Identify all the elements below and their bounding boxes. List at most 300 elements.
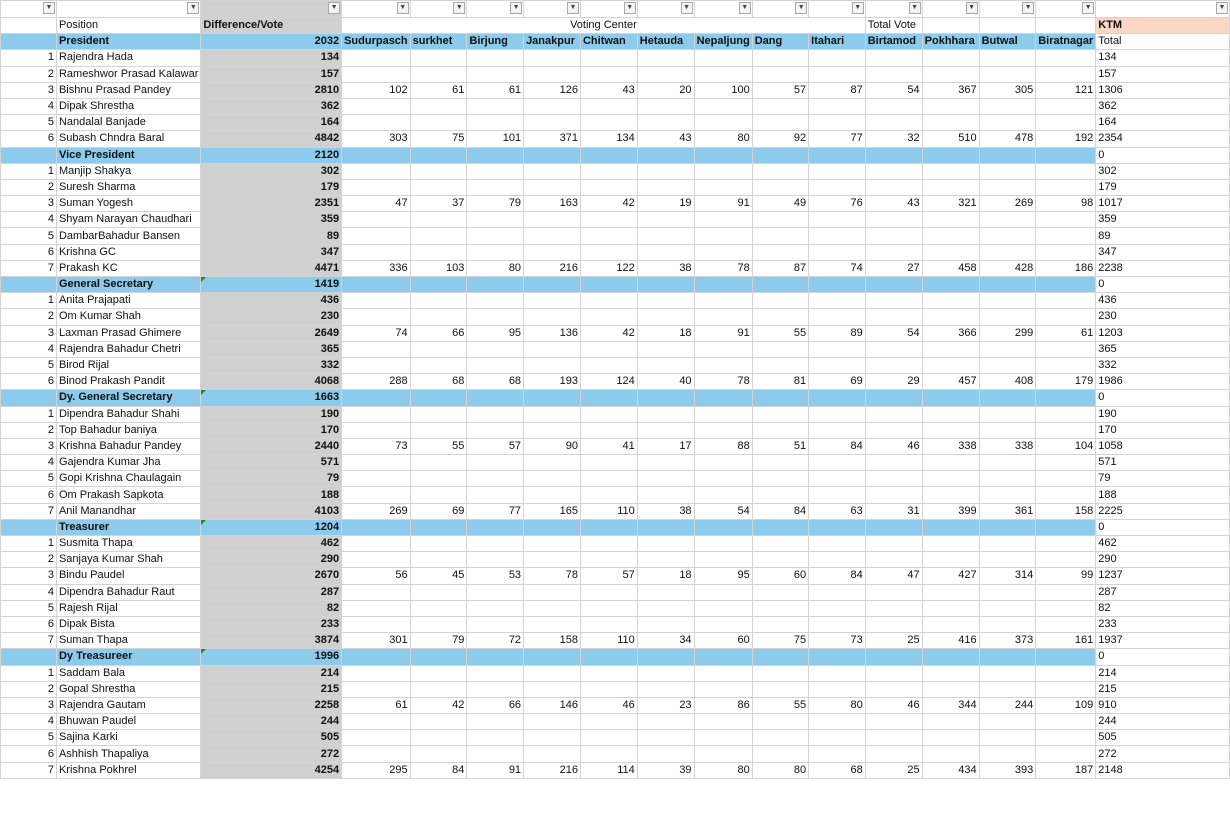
vote-cell[interactable] <box>467 665 524 681</box>
vote-cell[interactable] <box>637 422 694 438</box>
vote-cell[interactable]: 299 <box>979 325 1036 341</box>
candidate-index[interactable]: 7 <box>1 503 57 519</box>
vote-cell[interactable] <box>1036 293 1096 309</box>
vote-cell[interactable] <box>922 309 979 325</box>
filter-dropdown-icon[interactable]: ▼ <box>852 2 864 14</box>
vote-cell[interactable] <box>922 98 979 114</box>
section-empty-cell[interactable] <box>865 277 922 293</box>
vote-cell[interactable]: 61 <box>410 82 467 98</box>
vote-cell[interactable] <box>979 212 1036 228</box>
vote-cell[interactable] <box>637 98 694 114</box>
candidate-index[interactable]: 6 <box>1 746 57 762</box>
vote-cell[interactable] <box>694 681 752 697</box>
vote-cell[interactable] <box>752 584 808 600</box>
filter-dropdown-icon[interactable]: ▼ <box>739 2 751 14</box>
candidate-ktm-total[interactable]: 302 <box>1096 163 1230 179</box>
section-empty-cell[interactable] <box>637 390 694 406</box>
vote-cell[interactable] <box>410 244 467 260</box>
center-name-sudurpasch[interactable]: Sudurpasch <box>342 34 411 50</box>
vote-cell[interactable]: 79 <box>410 633 467 649</box>
center-name-janakpur[interactable]: Janakpur <box>524 34 581 50</box>
header-blank[interactable] <box>1036 18 1096 34</box>
section-empty-cell[interactable] <box>580 147 637 163</box>
vote-cell[interactable] <box>865 228 922 244</box>
vote-cell[interactable]: 20 <box>637 82 694 98</box>
filter-dropdown-icon[interactable]: ▼ <box>1022 2 1034 14</box>
vote-cell[interactable] <box>694 50 752 66</box>
vote-cell[interactable] <box>637 600 694 616</box>
vote-cell[interactable] <box>410 50 467 66</box>
vote-cell[interactable] <box>410 309 467 325</box>
vote-cell[interactable] <box>524 600 581 616</box>
candidate-name[interactable]: Saddam Bala <box>56 665 200 681</box>
candidate-difference[interactable]: 2440 <box>201 438 342 454</box>
vote-cell[interactable] <box>342 681 411 697</box>
vote-cell[interactable]: 23 <box>637 697 694 713</box>
section-difference[interactable]: 2120 <box>201 147 342 163</box>
candidate-difference[interactable]: 359 <box>201 212 342 228</box>
vote-cell[interactable] <box>342 746 411 762</box>
section-title[interactable]: President <box>56 34 200 50</box>
vote-cell[interactable]: 29 <box>865 374 922 390</box>
center-name-surkhet[interactable]: surkhet <box>410 34 467 50</box>
vote-cell[interactable] <box>410 66 467 82</box>
filter-dropdown-icon[interactable]: ▼ <box>1216 2 1228 14</box>
vote-cell[interactable] <box>1036 212 1096 228</box>
candidate-difference[interactable]: 244 <box>201 714 342 730</box>
vote-cell[interactable] <box>410 600 467 616</box>
vote-cell[interactable] <box>922 50 979 66</box>
vote-cell[interactable] <box>809 616 866 632</box>
vote-cell[interactable]: 478 <box>979 131 1036 147</box>
vote-cell[interactable] <box>580 471 637 487</box>
candidate-name[interactable]: Gajendra Kumar Jha <box>56 455 200 471</box>
vote-cell[interactable] <box>467 50 524 66</box>
vote-cell[interactable] <box>467 163 524 179</box>
vote-cell[interactable] <box>580 244 637 260</box>
vote-cell[interactable] <box>922 552 979 568</box>
vote-cell[interactable] <box>694 309 752 325</box>
candidate-difference[interactable]: 505 <box>201 730 342 746</box>
candidate-difference[interactable]: 272 <box>201 746 342 762</box>
vote-cell[interactable] <box>752 681 808 697</box>
vote-cell[interactable] <box>637 293 694 309</box>
candidate-name[interactable]: Gopal Shrestha <box>56 681 200 697</box>
vote-cell[interactable] <box>865 600 922 616</box>
vote-cell[interactable] <box>637 487 694 503</box>
vote-cell[interactable]: 84 <box>809 568 866 584</box>
section-empty-cell[interactable] <box>1036 649 1096 665</box>
vote-cell[interactable] <box>979 600 1036 616</box>
candidate-name[interactable]: Top Bahadur baniya <box>56 422 200 438</box>
vote-cell[interactable]: 66 <box>410 325 467 341</box>
vote-cell[interactable] <box>524 293 581 309</box>
section-ktm-value[interactable]: 0 <box>1096 147 1230 163</box>
vote-cell[interactable] <box>694 616 752 632</box>
vote-cell[interactable]: 27 <box>865 260 922 276</box>
candidate-difference[interactable]: 2649 <box>201 325 342 341</box>
vote-cell[interactable] <box>979 293 1036 309</box>
section-index-cell[interactable] <box>1 277 57 293</box>
vote-cell[interactable] <box>865 487 922 503</box>
vote-cell[interactable] <box>694 422 752 438</box>
candidate-ktm-total[interactable]: 1306 <box>1096 82 1230 98</box>
vote-cell[interactable]: 32 <box>865 131 922 147</box>
candidate-index[interactable]: 4 <box>1 341 57 357</box>
vote-cell[interactable]: 393 <box>979 762 1036 778</box>
vote-cell[interactable] <box>342 584 411 600</box>
section-empty-cell[interactable] <box>865 649 922 665</box>
vote-cell[interactable]: 100 <box>694 82 752 98</box>
candidate-ktm-total[interactable]: 1986 <box>1096 374 1230 390</box>
vote-cell[interactable] <box>637 115 694 131</box>
vote-cell[interactable]: 216 <box>524 260 581 276</box>
vote-cell[interactable] <box>694 487 752 503</box>
vote-cell[interactable] <box>979 309 1036 325</box>
section-empty-cell[interactable] <box>1036 147 1096 163</box>
vote-cell[interactable]: 43 <box>637 131 694 147</box>
candidate-name[interactable]: Manjip Shakya <box>56 163 200 179</box>
vote-cell[interactable]: 39 <box>637 762 694 778</box>
vote-cell[interactable]: 110 <box>580 633 637 649</box>
candidate-ktm-total[interactable]: 2225 <box>1096 503 1230 519</box>
center-name-hetauda[interactable]: Hetauda <box>637 34 694 50</box>
vote-cell[interactable]: 72 <box>467 633 524 649</box>
vote-cell[interactable]: 91 <box>467 762 524 778</box>
section-empty-cell[interactable] <box>580 519 637 535</box>
section-empty-cell[interactable] <box>694 649 752 665</box>
section-empty-cell[interactable] <box>580 390 637 406</box>
candidate-name[interactable]: Suman Yogesh <box>56 196 200 212</box>
vote-cell[interactable] <box>524 244 581 260</box>
candidate-index[interactable]: 2 <box>1 309 57 325</box>
section-empty-cell[interactable] <box>694 277 752 293</box>
vote-cell[interactable] <box>342 471 411 487</box>
vote-cell[interactable] <box>467 179 524 195</box>
center-name-dang[interactable]: Dang <box>752 34 808 50</box>
vote-cell[interactable] <box>1036 471 1096 487</box>
candidate-ktm-total[interactable]: 214 <box>1096 665 1230 681</box>
vote-cell[interactable] <box>752 487 808 503</box>
section-ktm-value[interactable]: 0 <box>1096 277 1230 293</box>
candidate-ktm-total[interactable]: 190 <box>1096 406 1230 422</box>
candidate-name[interactable]: Suman Thapa <box>56 633 200 649</box>
center-name-biratnagar[interactable]: Biratnagar <box>1036 34 1096 50</box>
vote-cell[interactable] <box>342 600 411 616</box>
candidate-difference[interactable]: 2351 <box>201 196 342 212</box>
candidate-difference[interactable]: 4842 <box>201 131 342 147</box>
vote-cell[interactable] <box>467 341 524 357</box>
vote-cell[interactable]: 41 <box>580 438 637 454</box>
vote-cell[interactable]: 91 <box>694 196 752 212</box>
vote-cell[interactable] <box>694 665 752 681</box>
vote-cell[interactable] <box>865 455 922 471</box>
vote-cell[interactable]: 80 <box>809 697 866 713</box>
vote-cell[interactable] <box>1036 584 1096 600</box>
vote-cell[interactable] <box>524 163 581 179</box>
vote-cell[interactable] <box>809 552 866 568</box>
section-difference[interactable]: 2032 <box>201 34 342 50</box>
section-title[interactable]: General Secretary <box>56 277 200 293</box>
vote-cell[interactable]: 43 <box>580 82 637 98</box>
vote-cell[interactable] <box>922 616 979 632</box>
section-title[interactable]: Treasurer <box>56 519 200 535</box>
vote-cell[interactable]: 46 <box>865 697 922 713</box>
candidate-ktm-total[interactable]: 1937 <box>1096 633 1230 649</box>
vote-cell[interactable] <box>865 309 922 325</box>
vote-cell[interactable] <box>467 244 524 260</box>
vote-cell[interactable] <box>809 293 866 309</box>
section-empty-cell[interactable] <box>979 277 1036 293</box>
vote-cell[interactable]: 101 <box>467 131 524 147</box>
vote-cell[interactable]: 75 <box>752 633 808 649</box>
vote-cell[interactable]: 408 <box>979 374 1036 390</box>
candidate-name[interactable]: DambarBahadur Bansen <box>56 228 200 244</box>
vote-cell[interactable]: 34 <box>637 633 694 649</box>
vote-cell[interactable] <box>1036 50 1096 66</box>
vote-cell[interactable] <box>809 115 866 131</box>
vote-cell[interactable] <box>580 600 637 616</box>
vote-cell[interactable] <box>467 746 524 762</box>
vote-cell[interactable] <box>524 98 581 114</box>
candidate-ktm-total[interactable]: 571 <box>1096 455 1230 471</box>
vote-cell[interactable] <box>979 487 1036 503</box>
vote-cell[interactable]: 103 <box>410 260 467 276</box>
filter-dropdown-icon[interactable]: ▼ <box>1082 2 1094 14</box>
vote-cell[interactable] <box>809 228 866 244</box>
vote-cell[interactable] <box>1036 422 1096 438</box>
vote-cell[interactable] <box>809 665 866 681</box>
section-empty-cell[interactable] <box>580 277 637 293</box>
vote-cell[interactable] <box>524 616 581 632</box>
vote-cell[interactable] <box>1036 228 1096 244</box>
vote-cell[interactable]: 18 <box>637 325 694 341</box>
vote-cell[interactable]: 19 <box>637 196 694 212</box>
vote-cell[interactable]: 17 <box>637 438 694 454</box>
candidate-index[interactable]: 5 <box>1 600 57 616</box>
vote-cell[interactable]: 77 <box>809 131 866 147</box>
section-empty-cell[interactable] <box>865 390 922 406</box>
candidate-ktm-total[interactable]: 233 <box>1096 616 1230 632</box>
candidate-name[interactable]: Rajesh Rijal <box>56 600 200 616</box>
candidate-ktm-total[interactable]: 362 <box>1096 98 1230 114</box>
vote-cell[interactable] <box>809 455 866 471</box>
candidate-index[interactable]: 5 <box>1 228 57 244</box>
candidate-index[interactable]: 4 <box>1 455 57 471</box>
vote-cell[interactable] <box>410 584 467 600</box>
vote-cell[interactable] <box>865 730 922 746</box>
vote-cell[interactable] <box>752 665 808 681</box>
candidate-index[interactable]: 1 <box>1 163 57 179</box>
vote-cell[interactable]: 78 <box>694 260 752 276</box>
candidate-name[interactable]: Birod Rijal <box>56 357 200 373</box>
candidate-index[interactable]: 3 <box>1 325 57 341</box>
candidate-difference[interactable]: 362 <box>201 98 342 114</box>
vote-cell[interactable]: 79 <box>467 196 524 212</box>
header-total-vote[interactable]: Total Vote <box>865 18 922 34</box>
vote-cell[interactable] <box>694 293 752 309</box>
vote-cell[interactable] <box>410 179 467 195</box>
vote-cell[interactable] <box>979 616 1036 632</box>
filter-dropdown-icon[interactable]: ▼ <box>328 2 340 14</box>
candidate-name[interactable]: Ashhish Thapaliya <box>56 746 200 762</box>
candidate-name[interactable]: Prakash KC <box>56 260 200 276</box>
vote-cell[interactable] <box>694 714 752 730</box>
vote-cell[interactable]: 80 <box>694 131 752 147</box>
vote-cell[interactable] <box>694 66 752 82</box>
vote-cell[interactable]: 216 <box>524 762 581 778</box>
candidate-index[interactable]: 6 <box>1 131 57 147</box>
vote-cell[interactable] <box>467 584 524 600</box>
section-empty-cell[interactable] <box>467 519 524 535</box>
vote-cell[interactable] <box>342 98 411 114</box>
vote-cell[interactable] <box>467 212 524 228</box>
candidate-ktm-total[interactable]: 359 <box>1096 212 1230 228</box>
vote-cell[interactable] <box>809 584 866 600</box>
vote-cell[interactable] <box>467 471 524 487</box>
vote-cell[interactable] <box>979 244 1036 260</box>
candidate-name[interactable]: Dipak Bista <box>56 616 200 632</box>
vote-cell[interactable] <box>752 616 808 632</box>
vote-cell[interactable] <box>580 422 637 438</box>
section-empty-cell[interactable] <box>922 519 979 535</box>
vote-cell[interactable] <box>1036 309 1096 325</box>
vote-cell[interactable] <box>694 341 752 357</box>
section-empty-cell[interactable] <box>342 390 411 406</box>
vote-cell[interactable] <box>524 584 581 600</box>
vote-cell[interactable] <box>637 66 694 82</box>
vote-cell[interactable]: 110 <box>580 503 637 519</box>
vote-cell[interactable]: 47 <box>342 196 411 212</box>
vote-cell[interactable]: 336 <box>342 260 411 276</box>
vote-cell[interactable] <box>467 714 524 730</box>
candidate-difference[interactable]: 134 <box>201 50 342 66</box>
candidate-name[interactable]: Krishna Pokhrel <box>56 762 200 778</box>
vote-cell[interactable] <box>922 357 979 373</box>
vote-cell[interactable] <box>1036 163 1096 179</box>
vote-cell[interactable] <box>922 730 979 746</box>
vote-cell[interactable]: 186 <box>1036 260 1096 276</box>
vote-cell[interactable] <box>694 357 752 373</box>
vote-cell[interactable]: 53 <box>467 568 524 584</box>
section-empty-cell[interactable] <box>1036 390 1096 406</box>
candidate-ktm-total[interactable]: 1017 <box>1096 196 1230 212</box>
vote-cell[interactable] <box>580 746 637 762</box>
section-empty-cell[interactable] <box>524 390 581 406</box>
vote-cell[interactable]: 75 <box>410 131 467 147</box>
vote-cell[interactable] <box>752 66 808 82</box>
vote-cell[interactable]: 45 <box>410 568 467 584</box>
vote-cell[interactable]: 90 <box>524 438 581 454</box>
vote-cell[interactable]: 80 <box>694 762 752 778</box>
section-empty-cell[interactable] <box>467 277 524 293</box>
vote-cell[interactable] <box>922 422 979 438</box>
vote-cell[interactable] <box>1036 455 1096 471</box>
candidate-name[interactable]: Bhuwan Paudel <box>56 714 200 730</box>
section-title[interactable]: Vice President <box>56 147 200 163</box>
vote-cell[interactable] <box>752 536 808 552</box>
candidate-difference[interactable]: 170 <box>201 422 342 438</box>
vote-cell[interactable]: 55 <box>410 438 467 454</box>
candidate-index[interactable]: 2 <box>1 66 57 82</box>
vote-cell[interactable]: 55 <box>752 325 808 341</box>
vote-cell[interactable] <box>809 309 866 325</box>
candidate-name[interactable]: Dipendra Bahadur Raut <box>56 584 200 600</box>
vote-cell[interactable] <box>467 552 524 568</box>
vote-cell[interactable]: 98 <box>1036 196 1096 212</box>
vote-cell[interactable] <box>580 616 637 632</box>
vote-cell[interactable] <box>979 471 1036 487</box>
candidate-difference[interactable]: 347 <box>201 244 342 260</box>
section-empty-cell[interactable] <box>580 649 637 665</box>
vote-cell[interactable] <box>524 471 581 487</box>
vote-cell[interactable]: 37 <box>410 196 467 212</box>
vote-cell[interactable] <box>524 179 581 195</box>
vote-cell[interactable] <box>580 536 637 552</box>
center-name-birtamod[interactable]: Birtamod <box>865 34 922 50</box>
vote-cell[interactable] <box>752 455 808 471</box>
vote-cell[interactable] <box>922 66 979 82</box>
vote-cell[interactable]: 73 <box>342 438 411 454</box>
vote-cell[interactable] <box>342 536 411 552</box>
vote-cell[interactable]: 104 <box>1036 438 1096 454</box>
section-empty-cell[interactable] <box>694 147 752 163</box>
section-empty-cell[interactable] <box>1036 277 1096 293</box>
vote-cell[interactable]: 55 <box>752 697 808 713</box>
vote-cell[interactable] <box>979 730 1036 746</box>
candidate-difference[interactable]: 157 <box>201 66 342 82</box>
candidate-name[interactable]: Nandalal Banjade <box>56 115 200 131</box>
vote-cell[interactable] <box>865 163 922 179</box>
vote-cell[interactable] <box>410 406 467 422</box>
section-empty-cell[interactable] <box>922 649 979 665</box>
vote-cell[interactable]: 84 <box>809 438 866 454</box>
section-empty-cell[interactable] <box>865 519 922 535</box>
vote-cell[interactable]: 42 <box>580 325 637 341</box>
vote-cell[interactable] <box>809 179 866 195</box>
section-empty-cell[interactable] <box>809 390 866 406</box>
section-empty-cell[interactable] <box>752 277 808 293</box>
vote-cell[interactable] <box>865 212 922 228</box>
candidate-difference[interactable]: 2670 <box>201 568 342 584</box>
candidate-name[interactable]: Rajendra Hada <box>56 50 200 66</box>
vote-cell[interactable] <box>752 293 808 309</box>
vote-cell[interactable]: 42 <box>580 196 637 212</box>
vote-cell[interactable] <box>410 616 467 632</box>
candidate-index[interactable]: 1 <box>1 293 57 309</box>
candidate-difference[interactable]: 287 <box>201 584 342 600</box>
section-empty-cell[interactable] <box>922 390 979 406</box>
vote-cell[interactable]: 25 <box>865 762 922 778</box>
vote-cell[interactable] <box>524 730 581 746</box>
candidate-index[interactable]: 4 <box>1 98 57 114</box>
candidate-name[interactable]: Om Kumar Shah <box>56 309 200 325</box>
candidate-index[interactable]: 6 <box>1 374 57 390</box>
candidate-index[interactable]: 5 <box>1 357 57 373</box>
vote-cell[interactable] <box>342 422 411 438</box>
vote-cell[interactable] <box>637 455 694 471</box>
vote-cell[interactable] <box>637 163 694 179</box>
vote-cell[interactable] <box>410 536 467 552</box>
vote-cell[interactable] <box>979 584 1036 600</box>
section-empty-cell[interactable] <box>752 519 808 535</box>
vote-cell[interactable]: 301 <box>342 633 411 649</box>
vote-cell[interactable] <box>752 115 808 131</box>
candidate-index[interactable]: 5 <box>1 730 57 746</box>
section-empty-cell[interactable] <box>524 649 581 665</box>
section-empty-cell[interactable] <box>637 277 694 293</box>
vote-cell[interactable] <box>922 163 979 179</box>
